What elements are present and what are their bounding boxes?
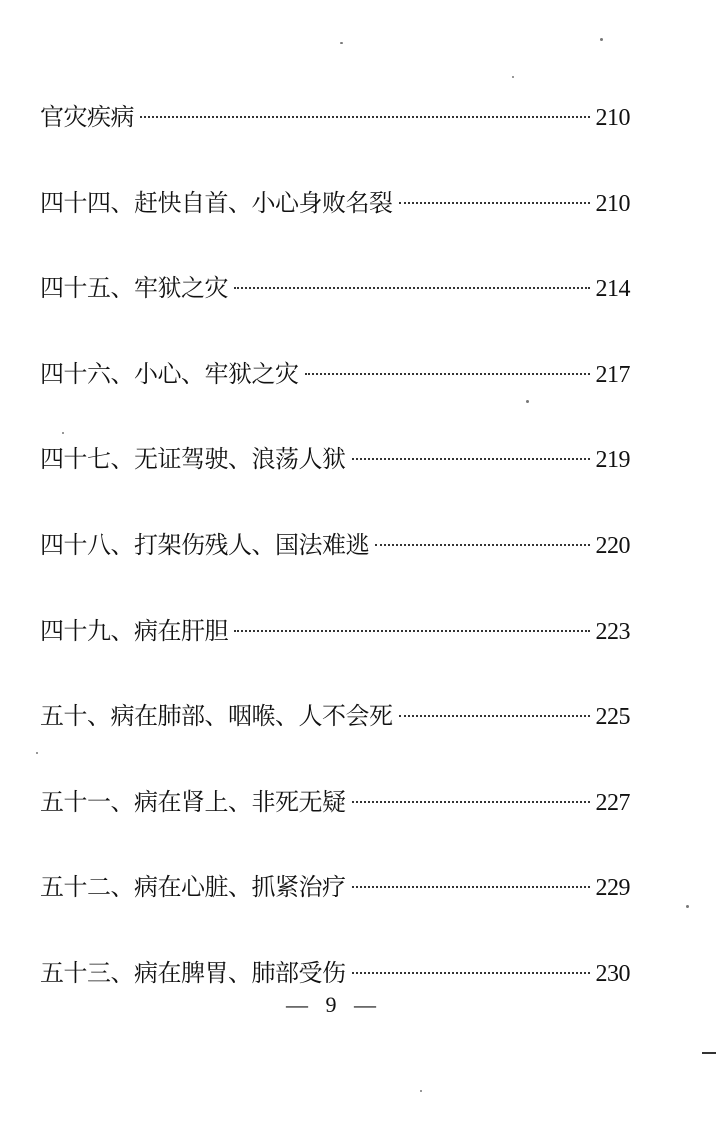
toc-entry-title: 四十六、小心、牢狱之灾 <box>40 359 299 388</box>
toc-entry-title: 五十二、病在心脏、抓紧治疗 <box>40 873 346 902</box>
toc-entry-page: 220 <box>595 532 630 559</box>
page-number: — 9 — <box>286 992 382 1017</box>
scan-speck <box>420 1090 422 1092</box>
toc-entry-page: 217 <box>595 361 630 388</box>
toc-dot-leader <box>352 972 590 974</box>
toc-entry <box>40 948 630 998</box>
toc-entry-page: 214 <box>595 276 630 303</box>
toc-entry-page: 210 <box>595 105 630 131</box>
toc-entry-title: 五十三、病在脾胃、肺部受伤 <box>40 958 346 987</box>
toc-entry <box>40 606 630 656</box>
scan-speck <box>526 400 529 403</box>
scan-speck <box>686 905 689 908</box>
toc-entry <box>40 178 630 228</box>
toc-dot-leader <box>352 801 590 803</box>
toc-entry <box>40 691 630 741</box>
toc-entry-title: 四十八、打架伤残人、国法难逃 <box>40 530 369 559</box>
toc-entry-title: 官灾疾病 <box>40 103 134 131</box>
scan-speck <box>512 76 514 78</box>
toc-entry-page: 219 <box>595 447 630 474</box>
toc-entry-page: 223 <box>595 618 630 645</box>
toc-dot-leader <box>352 458 590 460</box>
scan-speck <box>600 38 603 41</box>
toc-entry-title: 四十五、牢狱之灾 <box>40 274 228 303</box>
toc-entry-page: 229 <box>595 875 630 902</box>
toc-dot-leader <box>234 287 590 289</box>
toc-entry <box>40 777 630 827</box>
toc-entry-title: 四十七、无证驾驶、浪荡人狱 <box>40 445 346 474</box>
toc-entry-page: 210 <box>595 190 630 217</box>
scan-speck <box>62 432 64 434</box>
toc-dot-leader <box>375 544 590 546</box>
toc-entry <box>40 434 630 484</box>
toc-dot-leader <box>234 630 590 632</box>
toc-dot-leader <box>305 373 590 375</box>
toc-entry <box>40 92 630 142</box>
toc-dot-leader <box>140 116 590 118</box>
scan-edge-mark <box>702 1052 716 1054</box>
toc-entry <box>40 349 630 399</box>
toc-dot-leader <box>352 886 590 888</box>
toc-dot-leader <box>399 202 590 204</box>
toc-entry-page: 225 <box>595 704 630 731</box>
table-of-contents <box>40 92 630 1034</box>
toc-entry <box>40 263 630 313</box>
toc-entry-title: 五十一、病在肾上、非死无疑 <box>40 787 346 816</box>
toc-entry <box>40 862 630 912</box>
toc-entry-title: 五十、病在肺部、咽喉、人不会死 <box>40 702 393 731</box>
scan-speck <box>340 42 343 44</box>
toc-dot-leader <box>399 715 590 717</box>
toc-entry <box>40 520 630 570</box>
toc-entry-page: 230 <box>595 960 630 987</box>
scan-speck <box>36 752 38 754</box>
toc-entry-title: 四十九、病在肝胆 <box>40 616 228 645</box>
toc-entry-page: 227 <box>595 789 630 816</box>
toc-entry-title: 四十四、赶快自首、小心身败名裂 <box>40 188 393 217</box>
